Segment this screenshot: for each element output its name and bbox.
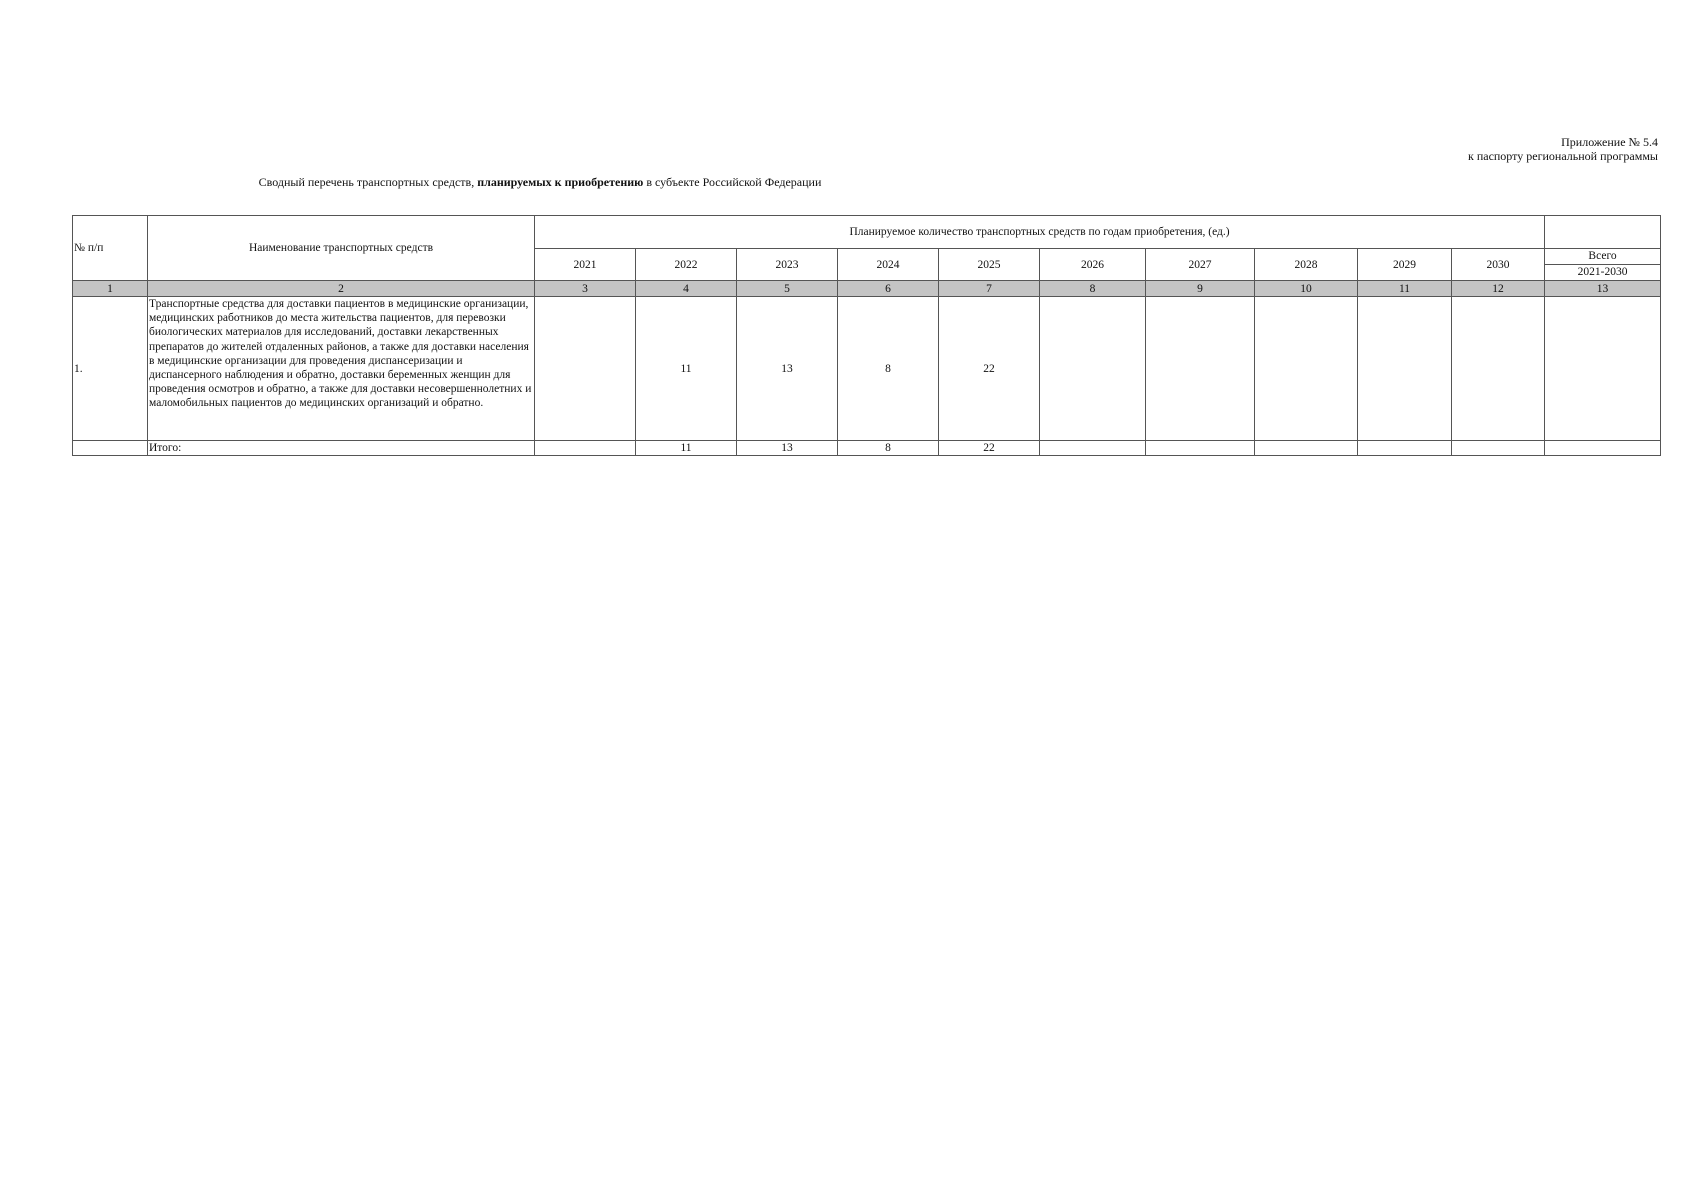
header-year-2024: 2024 xyxy=(838,249,939,281)
total-2030 xyxy=(1452,441,1545,456)
row-number: 1. xyxy=(73,297,148,441)
total-row-number xyxy=(73,441,148,456)
column-number-8: 8 xyxy=(1040,281,1146,297)
column-number-10: 10 xyxy=(1255,281,1358,297)
vehicle-name: Транспортные средства для доставки пациентов в медицинские организации, медицинских работников до места жительства пациентов, для перевозки биологических материалов для исследований, доставки лекарственных препаратов до жителей отдаленных районов, а также для доставки населения в медицинские организации для проведения диспансеризации и диспансерного наблюдения и обратно, доставки беременных женщин для проведения осмотров и обратно, а также для доставки несовершеннолетних и маломобильных пациентов до медицинских организаций и обратно. xyxy=(148,297,535,441)
header-year-2025: 2025 xyxy=(939,249,1040,281)
total-2022: 11 xyxy=(636,441,737,456)
column-number-3: 3 xyxy=(535,281,636,297)
title-part-1: Сводный перечень транспортных средств, xyxy=(258,175,478,189)
value-2026 xyxy=(1040,297,1146,441)
total-2029 xyxy=(1358,441,1452,456)
header-year-2022: 2022 xyxy=(636,249,737,281)
header-num: № п/п xyxy=(73,216,148,281)
total-row xyxy=(73,441,1661,456)
value-2024: 8 xyxy=(838,297,939,441)
header-planned: Планируемое количество транспортных средств по годам приобретения, (ед.) xyxy=(535,216,1545,249)
value-total xyxy=(1545,297,1661,441)
header-total-range: 2021-2030 xyxy=(1545,264,1660,280)
header-total-blank xyxy=(1545,216,1661,249)
vehicles-table xyxy=(72,215,1661,456)
value-2027 xyxy=(1146,297,1255,441)
header-total-label-text: Всего xyxy=(1588,250,1617,262)
column-number-9: 9 xyxy=(1146,281,1255,297)
column-number-6: 6 xyxy=(838,281,939,297)
header-year-2026: 2026 xyxy=(1040,249,1146,281)
column-number-5: 5 xyxy=(737,281,838,297)
value-2022: 11 xyxy=(636,297,737,441)
total-2021 xyxy=(535,441,636,456)
header-year-2029: 2029 xyxy=(1358,249,1452,281)
column-number-1: 1 xyxy=(73,281,148,297)
total-label: Итого: xyxy=(148,441,535,456)
header-year-2023: 2023 xyxy=(737,249,838,281)
value-2023: 13 xyxy=(737,297,838,441)
header-year-2027: 2027 xyxy=(1146,249,1255,281)
total-all xyxy=(1545,441,1661,456)
total-2024: 8 xyxy=(838,441,939,456)
appendix-line-2: к паспорту региональной программы xyxy=(1467,149,1658,163)
table-row xyxy=(73,297,1661,441)
column-number-13: 13 xyxy=(1545,281,1661,297)
total-2027 xyxy=(1146,441,1255,456)
header-total-label xyxy=(1545,249,1661,281)
column-number-11: 11 xyxy=(1358,281,1452,297)
header-year-2030: 2030 xyxy=(1452,249,1545,281)
appendix-note xyxy=(1468,135,1658,163)
total-2028 xyxy=(1255,441,1358,456)
total-2026 xyxy=(1040,441,1146,456)
header-year-2021: 2021 xyxy=(535,249,636,281)
column-number-2: 2 xyxy=(148,281,535,297)
appendix-line-1: Приложение № 5.4 xyxy=(1561,135,1658,149)
header-name: Наименование транспортных средств xyxy=(148,216,535,281)
document-title xyxy=(0,175,1080,189)
header-year-2028: 2028 xyxy=(1255,249,1358,281)
column-number-12: 12 xyxy=(1452,281,1545,297)
value-2021 xyxy=(535,297,636,441)
value-2030 xyxy=(1452,297,1545,441)
title-part-2: в субъекте Российской Федерации xyxy=(643,175,822,189)
value-2025: 22 xyxy=(939,297,1040,441)
value-2029 xyxy=(1358,297,1452,441)
total-2025: 22 xyxy=(939,441,1040,456)
value-2028 xyxy=(1255,297,1358,441)
column-number-7: 7 xyxy=(939,281,1040,297)
column-number-4: 4 xyxy=(636,281,737,297)
total-2023: 13 xyxy=(737,441,838,456)
title-bold-part: планируемых к приобретению xyxy=(477,175,644,189)
